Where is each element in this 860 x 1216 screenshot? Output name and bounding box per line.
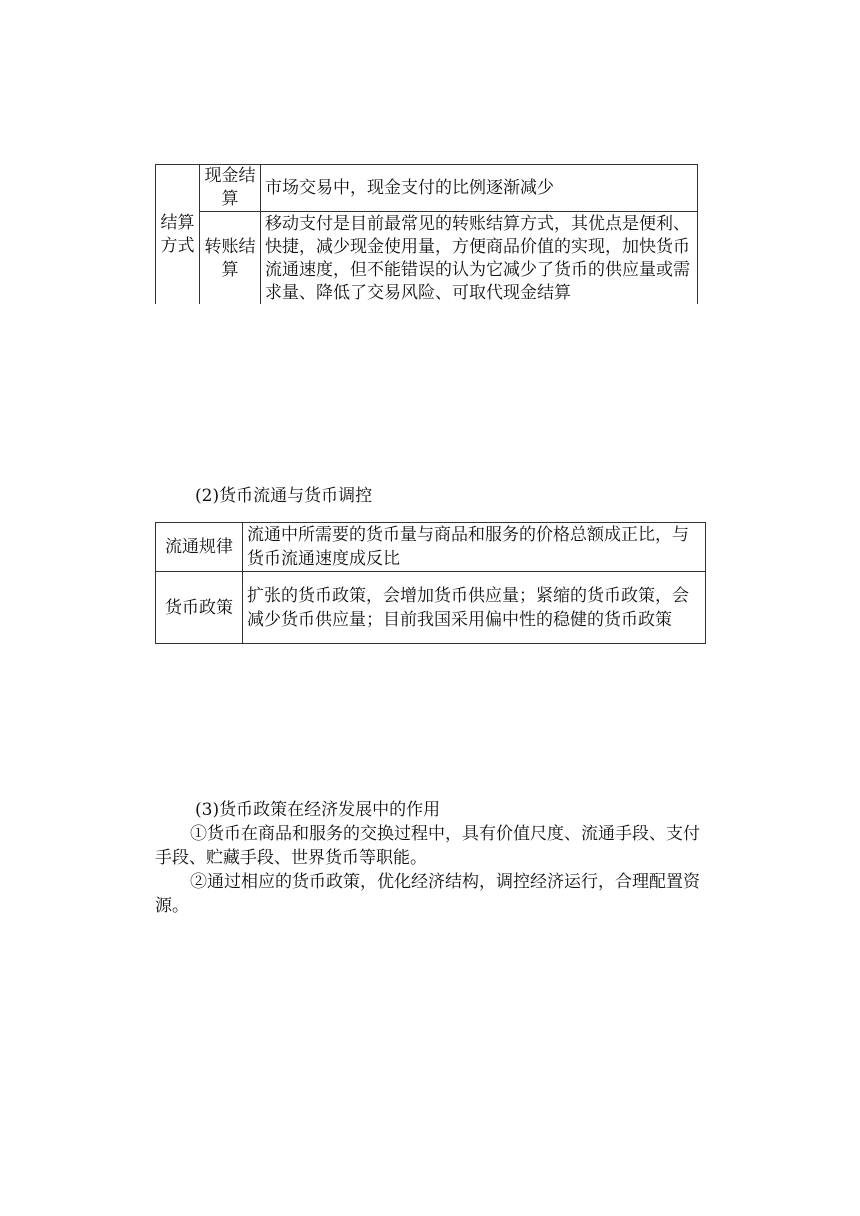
table-row (156, 523, 706, 572)
table-row (156, 212, 698, 306)
table-row (156, 165, 698, 212)
cell-desc-circulation: 流通中所需要的货币量与商品和服务的价格总额成正比，与货币流通速度成反比 (243, 523, 706, 572)
paragraph: ②通过相应的货币政策，优化经济结构，调控经济运行，合理配置资源。 (155, 872, 700, 916)
table-row (156, 572, 706, 644)
cell-type-transfer: 转账结算 (200, 212, 261, 306)
cell-desc-cash: 市场交易中，现金支付的比例逐渐减少 (261, 165, 698, 212)
row-header-settlement: 结算方式 (156, 165, 200, 306)
table-page-break (155, 304, 700, 308)
cell-label-circulation: 流通规律 (156, 523, 243, 572)
cell-desc-transfer: 移动支付是目前最常见的转账结算方式，其优点是便利、快捷，减少现金使用量，方便商品价值的实现，加快货币流通速度，但不能错误的认为它减少了货币的供应量或需求量、降低了交易风险、可取代现金结算 (261, 212, 698, 306)
monetary-table (155, 522, 706, 644)
cell-label-policy: 货币政策 (156, 572, 243, 644)
section-3-heading: (3)货币政策在经济发展中的作用 (195, 800, 441, 820)
section-2-heading: (2)货币流通与货币调控 (195, 486, 373, 506)
cell-desc-policy: 扩张的货币政策，会增加货币供应量；紧缩的货币政策，会减少货币供应量；目前我国采用偏中性的稳健的货币政策 (243, 572, 706, 644)
settlement-table (155, 164, 698, 306)
paragraph: ①货币在商品和服务的交换过程中，具有价值尺度、流通手段、支付手段、贮藏手段、世界货币等职能。 (155, 824, 700, 868)
cell-type-cash: 现金结算 (200, 165, 261, 212)
